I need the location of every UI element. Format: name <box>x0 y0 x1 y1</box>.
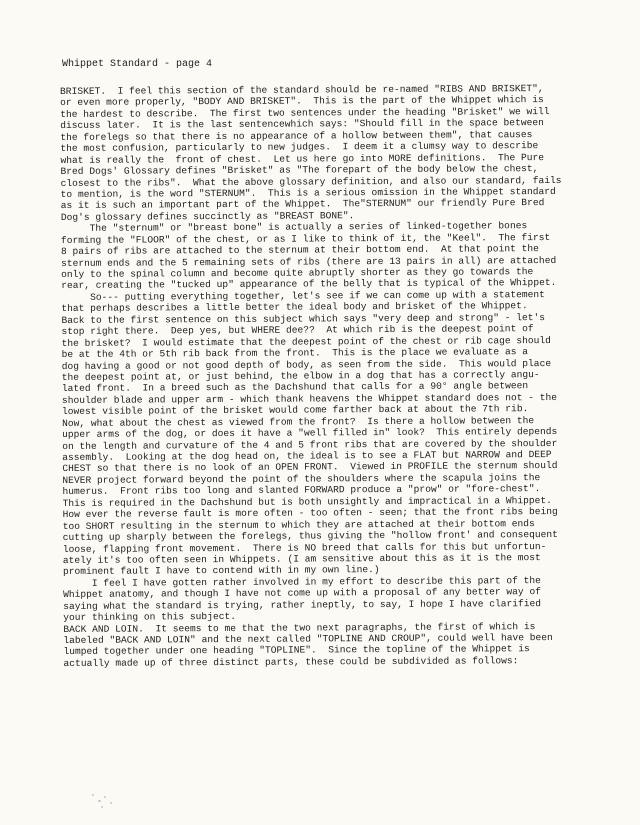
text-line: only to the spinal column and become quite abruptly shorter as they go towards the <box>61 266 534 280</box>
text-line: what is really the front of chest. Let us here go into MORE definitions. The Pure <box>60 151 545 166</box>
text-line: BRISKET. I feel this section of the standard should be re-named "RIBS AND BRISKET", <box>60 83 544 97</box>
document-body <box>60 83 636 670</box>
page-header: Whippet Standard - page 4 <box>62 59 213 70</box>
text-line: 8 pairs of ribs are attached to the sternum at their bottom end. At that point the <box>60 243 539 258</box>
text-line: Whippet anatomy, and though I have not come up with a proposal of any better way of <box>63 586 541 601</box>
text-line: humerus. Front ribs too long and slanted FORWARD produce a "prow" or "fore-chest". <box>62 483 541 498</box>
text-line: saying what the standard is trying, rather ineptly, to say, I hope I have clarified <box>63 597 542 612</box>
text-line: actually made up of three distinct parts, these could be subdivided as follows: <box>63 655 519 669</box>
text-line: your thinking on this subject. <box>63 611 236 624</box>
text-line: Now, what about the chest as viewed from the front? Is there a hollow between the <box>62 414 535 429</box>
text-line: BACK AND LOIN. It seems to me that the two next paragraphs, the first of which is <box>63 620 536 635</box>
text-line: ately it's too often seen in Whippets. (I am sensitive about this as it is the most <box>62 552 541 566</box>
text-line: labeled "BACK AND LOIN" and the next called "TOPLINE AND CROUP", could well have been <box>63 632 553 646</box>
text-line: loose, flapping front movement. There is NO breed that calls for this but unfortun- <box>62 540 547 555</box>
text-line: closest to the ribs". What the above glossary definition, and also our standard, fails <box>60 174 562 189</box>
text-line: Bred Dogs' Glossary defines "Brisket" as "The forepart of the body below the chest, <box>60 163 539 178</box>
text-line: NEVER project forward beyond the point of the shoulders where the scapula joins the <box>62 471 541 486</box>
text-line: upper arms of the dog, or does it have a "well filled in" look? This entirely depends <box>62 426 558 441</box>
text-line: How ever the reverse fault is more often - too often - seen; that the front ribs being <box>62 506 558 521</box>
text-line: too SHORT resulting in the sternum to which they are attached at their bottom ends <box>62 517 535 532</box>
text-line: on the length and curvature of the 4 and 5 front ribs that are covered by the shoulder <box>62 437 558 452</box>
text-line: the deepest point at, or just behind, the elbow in a dog that has a correctly angu- <box>61 369 540 383</box>
scan-speck <box>110 802 112 804</box>
text-line: Back to the first sentence on this subject which says "very deep and strong" - let's <box>61 311 546 326</box>
text-line: be at the 4th or 5th rib back from the front. This is the place we evaluate as a <box>61 346 529 361</box>
text-line: The "sternum" or "breast bone" is actually a series of linked-together bones <box>60 220 528 235</box>
text-line: stop right there. Deep yes, but WHERE dee?? At which rib is the deepest point of <box>61 323 534 338</box>
text-line: dog having a good or not good depth of body, as seen from the side. This would place <box>61 357 552 372</box>
text-line: lowest visible point of the brisket would come farther back at about the 7th rib. <box>61 403 529 418</box>
text-line: CHEST so that there is no look of an OPEN FRONT. Viewed in PROFILE the sternum should <box>62 460 558 475</box>
text-line: I feel I have gotten rather involved in my effort to describe this part of the <box>63 574 541 589</box>
text-line: rear, creating the "tucked up" appearance of the belly that is typical of the Whippet. <box>61 277 557 292</box>
text-line: Dog's glossary defines succinctly as "BREAST BONE". <box>60 210 355 223</box>
text-line: forming the "FLOOR" of the chest, or as I like to think of it, the "Keel". The first <box>60 231 551 246</box>
text-line: the most confusion, particularly to new judges. I deem it a clumsy way to describe <box>60 140 539 155</box>
scan-speck <box>101 806 103 808</box>
text-line: to mention, is the word "STERNUM". This is a serious omission in the Whippet standard <box>60 185 556 200</box>
text-line: lated front. In a breed such as the Dachshund that calls for a 90° angle between <box>61 380 529 395</box>
text-line: assembly. Looking at the dog head on, the ideal is to see a FLAT but NARROW and DEEP <box>62 449 552 463</box>
text-line: sternum ends and the 5 remaining sets of ribs (there are 13 pairs in all) are attached <box>61 254 557 269</box>
text-line: as it is such an important part of the Whippet. The"STERNUM" our friendly Pure Bred <box>60 197 545 212</box>
text-line: shoulder blade and upper arm - which thank heavens the Whippet standard does not - the <box>61 391 558 406</box>
text-line: prominent fault I have to contend with in my own line.) <box>62 564 380 578</box>
text-line: So--- putting everything together, let's see if we can come up with a statement <box>61 288 545 303</box>
text-line: the forelegs so that there is no appearance of a hollow between them", that causes <box>60 128 533 143</box>
text-line: that perhaps describes a little better the ideal body and brisket of the Whippet. <box>61 300 528 315</box>
text-line: lumped together under one heading "TOPLINE". Since the topline of the Whippet is <box>63 643 530 658</box>
text-line: cutting up sharply between the forelegs, thus giving the "hollow front' and consequent <box>62 529 558 544</box>
text-line: the brisket? I would estimate that the deepest point of the chest or rib cage should <box>61 334 551 349</box>
scan-speck <box>104 796 106 798</box>
text-line: This is required in the Dachshund but is both unsightly and impractical in a Whippet. <box>62 494 552 509</box>
text-line: or even more properly, "BODY AND BRISKET". This is the part of the Whippet which is <box>60 94 544 109</box>
text-line: discuss later. It is the last sentencewhich says: "Should fill in the space between <box>60 117 544 132</box>
scan-speck <box>98 800 101 802</box>
scan-speck <box>92 794 94 796</box>
text-line: the hardest to describe. The first two sentences under the heading "Brisket" we will <box>60 105 550 120</box>
